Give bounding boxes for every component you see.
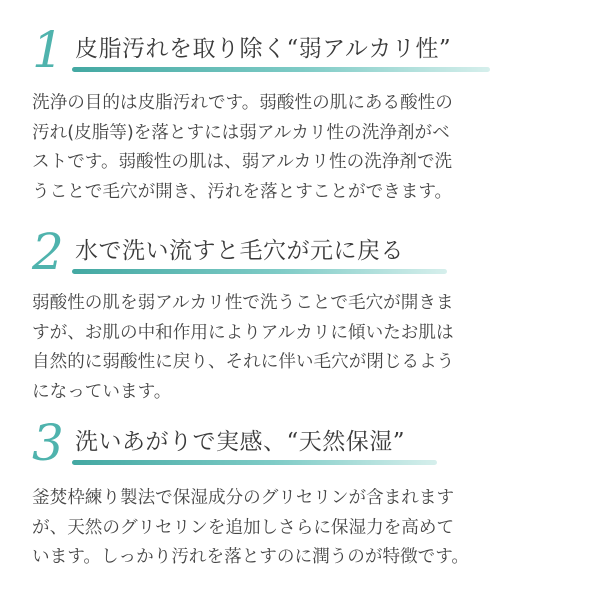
title-underline <box>72 460 437 465</box>
section-number: 3 <box>32 414 64 472</box>
body-line: が、天然のグリセリンを追加しさらに保湿力を高めて <box>32 517 455 538</box>
body-line: 弱酸性の肌を弱アルカリ性で洗うことで毛穴が開きま <box>32 293 454 313</box>
title-underline <box>72 269 447 274</box>
body-line: になっています。 <box>32 381 172 402</box>
body-line: 汚れ(皮脂等)を落とすには弱アルカリ性の洗浄剤がベ <box>32 122 450 143</box>
section-1-heading <box>0 20 600 80</box>
section-3-heading <box>0 413 600 473</box>
section-title: 皮脂汚れを取り除く“弱アルカリ性” <box>75 36 452 62</box>
section-3 <box>0 413 600 473</box>
body-line: 洗浄の目的は皮脂汚れです。弱酸性の肌にある酸性の <box>32 93 453 113</box>
body-line: います。しっかり汚れを落とすのに潤うのが特徴です。 <box>32 547 470 567</box>
body-line: うことで毛穴が開き、汚れを落とすことができます。 <box>32 181 453 202</box>
body-line: ストです。弱酸性の肌は、弱アルカリ性の洗浄剤で洗 <box>32 152 453 172</box>
section-2-heading <box>0 222 600 282</box>
section-number: 1 <box>32 21 64 79</box>
body-line: 釜焚枠練り製法で保湿成分のグリセリンが含まれます <box>32 488 455 508</box>
section-title: 水で洗い流すと毛穴が元に戻る <box>75 238 404 264</box>
section-3-body <box>32 484 572 573</box>
section-1 <box>0 20 600 80</box>
section-2 <box>0 222 600 282</box>
body-line: 自然的に弱酸性に戻り、それに伴い毛穴が閉じるよう <box>32 352 455 372</box>
section-2-body <box>32 289 572 407</box>
title-underline <box>72 67 490 72</box>
body-line: すが、お肌の中和作用によりアルカリに傾いたお肌は <box>32 322 454 343</box>
section-number: 2 <box>32 223 64 281</box>
section-1-body <box>32 89 572 207</box>
section-title: 洗いあがりで実感、“天然保湿” <box>75 429 406 455</box>
